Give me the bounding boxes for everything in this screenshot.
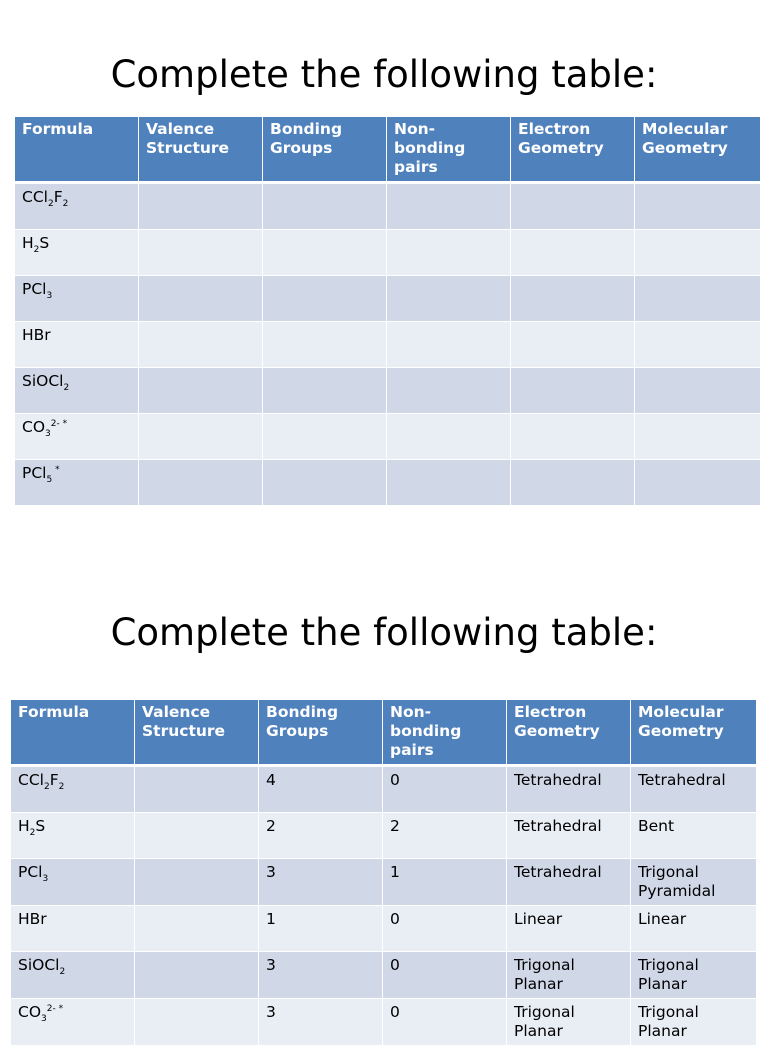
formula-cell: $CCl_2F_2$ xyxy=(11,767,135,813)
bonding-cell xyxy=(263,368,387,414)
molecular-geometry-cell xyxy=(635,184,760,230)
electron-geometry-cell xyxy=(511,184,635,230)
bonding-cell: 2 xyxy=(259,813,383,859)
electron-geometry-cell xyxy=(511,322,635,368)
molecular-geometry-cell xyxy=(635,230,760,276)
formula-cell: HBr xyxy=(11,906,135,952)
table-row xyxy=(11,999,756,1046)
header-non-bonding-pairs: Non-bonding pairs xyxy=(383,700,507,767)
slide-1-title: Complete the following table: xyxy=(110,53,658,96)
bonding-cell xyxy=(263,322,387,368)
molecular-geometry-cell: Trigonal Pyramidal xyxy=(631,859,756,906)
bonding-cell: 3 xyxy=(259,859,383,906)
electron-geometry-cell: Tetrahedral xyxy=(507,767,631,813)
slide-2-table xyxy=(11,700,756,1046)
electron-geometry-cell: Trigonal Planar xyxy=(507,999,631,1046)
valence-cell xyxy=(139,184,263,230)
nonbonding-cell xyxy=(387,460,511,506)
bonding-cell xyxy=(263,230,387,276)
table-row xyxy=(11,906,756,952)
electron-geometry-cell: Tetrahedral xyxy=(507,813,631,859)
nonbonding-cell xyxy=(387,414,511,460)
molecular-geometry-cell xyxy=(635,414,760,460)
formula-cell: $H_2S$ xyxy=(11,813,135,859)
formula-cell: PCl$_3$ xyxy=(15,276,139,322)
header-non-bonding-pairs: Non-bonding pairs xyxy=(387,117,511,184)
bonding-cell xyxy=(263,276,387,322)
bonding-cell: 3 xyxy=(259,999,383,1046)
nonbonding-cell xyxy=(387,184,511,230)
electron-geometry-cell xyxy=(511,460,635,506)
valence-cell xyxy=(139,276,263,322)
table-header-row xyxy=(15,117,760,184)
header-electron-geometry: Electron Geometry xyxy=(511,117,635,184)
formula-cell: HBr xyxy=(15,322,139,368)
bonding-cell xyxy=(263,184,387,230)
formula-cell: $CO_3^{2- *}$ xyxy=(15,414,139,460)
molecular-geometry-cell xyxy=(635,322,760,368)
molecular-geometry-cell: Tetrahedral xyxy=(631,767,756,813)
valence-cell xyxy=(135,999,259,1046)
bonding-cell xyxy=(263,414,387,460)
valence-cell xyxy=(139,230,263,276)
valence-cell xyxy=(139,368,263,414)
table-row xyxy=(11,859,756,906)
table-row xyxy=(11,813,756,859)
table-row xyxy=(15,230,760,276)
valence-cell xyxy=(135,952,259,999)
nonbonding-cell xyxy=(387,230,511,276)
table-row xyxy=(15,184,760,230)
bonding-cell: 3 xyxy=(259,952,383,999)
header-formula: Formula xyxy=(15,117,139,184)
header-bonding-groups: Bonding Groups xyxy=(259,700,383,767)
header-valence-structure: Valence Structure xyxy=(135,700,259,767)
nonbonding-cell: 0 xyxy=(383,999,507,1046)
nonbonding-cell xyxy=(387,276,511,322)
valence-cell xyxy=(139,460,263,506)
header-molecular-geometry: Molecular Geometry xyxy=(631,700,756,767)
electron-geometry-cell: Linear xyxy=(507,906,631,952)
nonbonding-cell: 0 xyxy=(383,952,507,999)
bonding-cell: 1 xyxy=(259,906,383,952)
nonbonding-cell: 0 xyxy=(383,906,507,952)
molecular-geometry-cell: Trigonal Planar xyxy=(631,999,756,1046)
valence-cell xyxy=(135,813,259,859)
table-row xyxy=(11,952,756,999)
table-row xyxy=(15,368,760,414)
slide-1-table xyxy=(15,117,760,506)
molecular-geometry-cell: Trigonal Planar xyxy=(631,952,756,999)
molecular-geometry-cell xyxy=(635,276,760,322)
molecular-geometry-cell xyxy=(635,368,760,414)
nonbonding-cell: 2 xyxy=(383,813,507,859)
electron-geometry-cell: Trigonal Planar xyxy=(507,952,631,999)
table-header-row xyxy=(11,700,756,767)
electron-geometry-cell xyxy=(511,414,635,460)
header-electron-geometry: Electron Geometry xyxy=(507,700,631,767)
slide-2-title: Complete the following table: xyxy=(110,611,658,654)
formula-cell: $CCl_2F_2$ xyxy=(15,184,139,230)
nonbonding-cell: 0 xyxy=(383,767,507,813)
header-molecular-geometry: Molecular Geometry xyxy=(635,117,760,184)
table-row xyxy=(15,322,760,368)
valence-cell xyxy=(135,906,259,952)
valence-cell xyxy=(139,414,263,460)
formula-cell: SiOCl$_2$ xyxy=(11,952,135,999)
table-row xyxy=(15,414,760,460)
table-row xyxy=(11,767,756,813)
nonbonding-cell: 1 xyxy=(383,859,507,906)
valence-cell xyxy=(139,322,263,368)
electron-geometry-cell xyxy=(511,230,635,276)
formula-cell: PCl$_5$ * xyxy=(15,460,139,506)
nonbonding-cell xyxy=(387,368,511,414)
nonbonding-cell xyxy=(387,322,511,368)
formula-cell: PCl$_3$ xyxy=(11,859,135,906)
header-formula: Formula xyxy=(11,700,135,767)
bonding-cell: 4 xyxy=(259,767,383,813)
formula-cell: SiOCl$_2$ xyxy=(15,368,139,414)
table-row xyxy=(15,276,760,322)
electron-geometry-cell xyxy=(511,368,635,414)
molecular-geometry-cell: Bent xyxy=(631,813,756,859)
electron-geometry-cell xyxy=(511,276,635,322)
valence-cell xyxy=(135,859,259,906)
formula-cell: $H_2S$ xyxy=(15,230,139,276)
table-row xyxy=(15,460,760,506)
valence-cell xyxy=(135,767,259,813)
header-bonding-groups: Bonding Groups xyxy=(263,117,387,184)
molecular-geometry-cell xyxy=(635,460,760,506)
header-valence-structure: Valence Structure xyxy=(139,117,263,184)
molecular-geometry-cell: Linear xyxy=(631,906,756,952)
bonding-cell xyxy=(263,460,387,506)
formula-cell: $CO_3^{2- *}$ xyxy=(11,999,135,1046)
electron-geometry-cell: Tetrahedral xyxy=(507,859,631,906)
